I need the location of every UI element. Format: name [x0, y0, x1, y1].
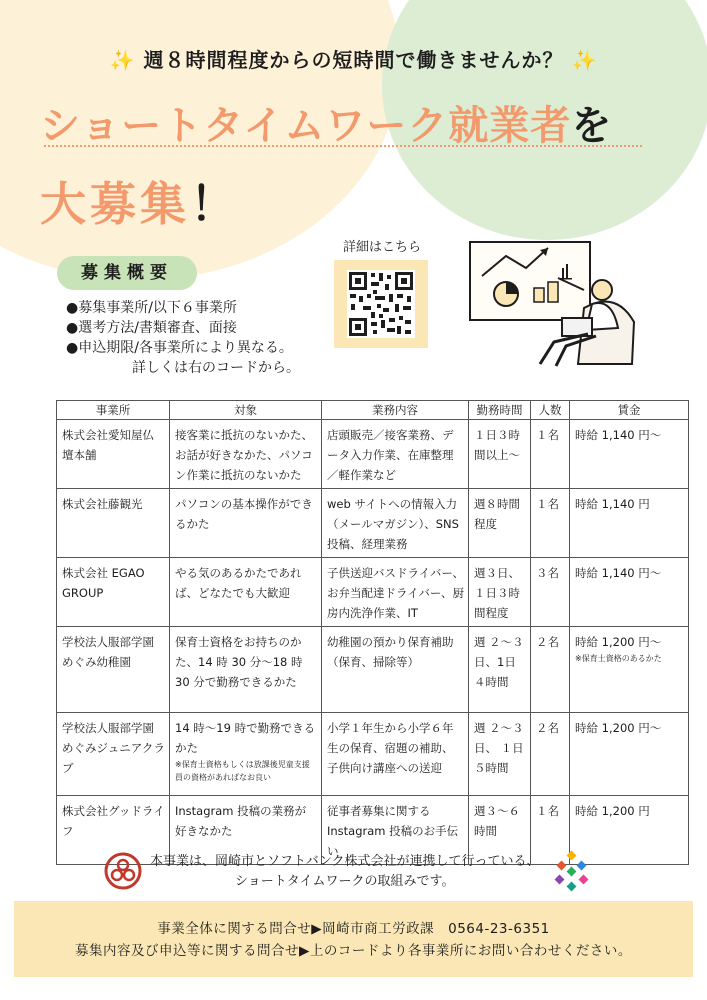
- summary-bullet-continuation: 詳しくは右のコードから。: [132, 360, 300, 376]
- tagline-text: 週８時間程度からの短時間で働きませんか？: [143, 48, 564, 72]
- cell-count: ３名: [531, 558, 570, 627]
- cell-target: [170, 489, 322, 558]
- cell-company: 株式会社 EGAO GROUP: [57, 558, 170, 627]
- qr-code-icon[interactable]: [347, 270, 415, 338]
- qr-label: 詳細はこちら: [342, 240, 421, 255]
- cell-company: 学校法人服部学園めぐみジュニアクラブ: [57, 713, 170, 796]
- column-header-count: 人数: [531, 401, 570, 420]
- cell-target-text: やる気のあるかたであれば、どなたでも大歓迎: [175, 566, 302, 600]
- cell-hours: 週３～６時間: [469, 796, 531, 865]
- table-row: [57, 713, 689, 796]
- cell-count: ２名: [531, 713, 570, 796]
- column-header-work: 業務内容: [322, 401, 469, 420]
- cell-work: 幼稚園の預かり保育補助（保育、掃除等）: [322, 627, 469, 713]
- headline-main: ショートタイムワーク就業者: [40, 103, 572, 149]
- cell-wage-text: 時給 1,200 円～: [575, 635, 662, 649]
- cell-wage-text: 時給 1,140 円: [575, 497, 650, 511]
- cell-count: １名: [531, 489, 570, 558]
- cell-company: 株式会社グッドライフ: [57, 796, 170, 865]
- footer-line: ショートタイムワークの取組みです。: [235, 874, 455, 889]
- headline-line2-text: 大募集: [40, 177, 190, 231]
- cell-count: ２名: [531, 627, 570, 713]
- cell-company: 株式会社愛知屋仏壇本舗: [57, 420, 170, 489]
- cell-target: [170, 558, 322, 627]
- cell-wage: [570, 558, 689, 627]
- cell-target: [170, 713, 322, 796]
- table-header-row: [57, 401, 689, 420]
- summary-bullets: [66, 298, 300, 378]
- summary-title: 募集概要: [57, 256, 197, 290]
- cell-target-note: ※保育士資格もしくは放課後児童支援員の資格があればなお良い: [175, 760, 310, 782]
- cell-wage: [570, 713, 689, 796]
- cell-work: 子供送迎バスドライバー、お弁当配達ドライバー、厨房内洗浄作業、IT: [322, 558, 469, 627]
- headline-exclamation: ！: [190, 177, 240, 231]
- table-row: [57, 627, 689, 713]
- cell-hours: 週８時間程度: [469, 489, 531, 558]
- cell-company: 株式会社藤観光: [57, 489, 170, 558]
- column-header-hours: 勤務時間: [469, 401, 531, 420]
- cell-count: １名: [531, 420, 570, 489]
- cell-count: １名: [531, 796, 570, 865]
- cell-wage: [570, 420, 689, 489]
- tagline: [0, 44, 707, 73]
- contact-line: 募集内容及び申込等に関する問合せ▶上のコードより各事業所にお問い合わせください。: [75, 943, 632, 959]
- cell-target-text: 14 時～19 時で勤務できるかた: [175, 721, 316, 755]
- footer-statement: [150, 852, 539, 892]
- cell-company: 学校法人服部学園めぐみ幼稚園: [57, 627, 170, 713]
- sparkle-icon: ✨: [571, 48, 598, 72]
- cell-wage-text: 時給 1,200 円～: [575, 721, 662, 735]
- cell-work: 店頭販売／接客業務、データ入力作業、在庫整理／軽作業など: [322, 420, 469, 489]
- cell-wage-note: ※保育士資格のあるかた: [575, 654, 662, 663]
- job-table: [56, 400, 689, 865]
- qr-code-frame[interactable]: [334, 260, 428, 348]
- cell-wage-text: 時給 1,140 円～: [575, 566, 662, 580]
- sparkle-icon: ✨: [109, 48, 136, 72]
- cell-hours: 週 ２～３日、 １日 ５時間: [469, 713, 531, 796]
- summary-bullet: ●申込期限/各事業所により異なる。: [66, 340, 293, 356]
- column-header-wage: 賃金: [570, 401, 689, 420]
- table-row: [57, 558, 689, 627]
- headline: [40, 94, 612, 151]
- headline-dotted-underline: [44, 145, 642, 147]
- cell-wage: [570, 627, 689, 713]
- cell-hours: 週 ２～３日、1日４時間: [469, 627, 531, 713]
- cell-target-text: 保育士資格をお持ちのかた、14 時 30 分～18 時 30 分で勤務できるかた: [175, 635, 303, 689]
- softbank-partner-icon: [550, 850, 594, 894]
- cell-target-text: パソコンの基本操作ができるかた: [175, 497, 313, 531]
- cell-work: web サイトへの情報入力（メールマガジン）、SNS 投稿、経理業務: [322, 489, 469, 558]
- footer-line: 本事業は、岡崎市とソフトバンク株式会社が連携して行っている、: [150, 854, 540, 869]
- headline-line2: [40, 168, 240, 234]
- cell-hours: １日３時間以上～: [469, 420, 531, 489]
- cell-wage-text: 時給 1,140 円～: [575, 428, 662, 442]
- summary-bullet: ●募集事業所/以下６事業所: [66, 300, 237, 316]
- cell-wage-text: 時給 1,200 円: [575, 804, 650, 818]
- table-row: [57, 420, 689, 489]
- cell-target: [170, 420, 322, 489]
- cell-target: [170, 627, 322, 713]
- cell-target-text: Instagram 投稿の業務が好きなかた: [175, 804, 307, 838]
- cell-target-text: 接客業に抵抗のないかた、お話が好きなかた、パソコン作業に抵抗のないかた: [175, 428, 313, 482]
- cell-work: 従事者募集に関する Instagram 投稿のお手伝い: [322, 796, 469, 865]
- cell-wage: [570, 489, 689, 558]
- contact-line: 事業全体に関する問合せ▶岡崎市商工労政課 0564-23-6351: [157, 921, 550, 937]
- headline-particle: を: [571, 103, 613, 149]
- table-row: [57, 489, 689, 558]
- column-header-target: 対象: [170, 401, 322, 420]
- column-header-company: 事業所: [57, 401, 170, 420]
- summary-bullet: ●選考方法/書類審査、面接: [66, 320, 237, 336]
- cell-hours: 週３日、１日３時間程度: [469, 558, 531, 627]
- okazaki-city-emblem-icon: [104, 852, 142, 890]
- cell-work: 小学１年生から小学６年生の保育、宿題の補助、子供向け講座への送迎: [322, 713, 469, 796]
- contact-box: [14, 901, 693, 977]
- presentation-illustration: [466, 238, 646, 388]
